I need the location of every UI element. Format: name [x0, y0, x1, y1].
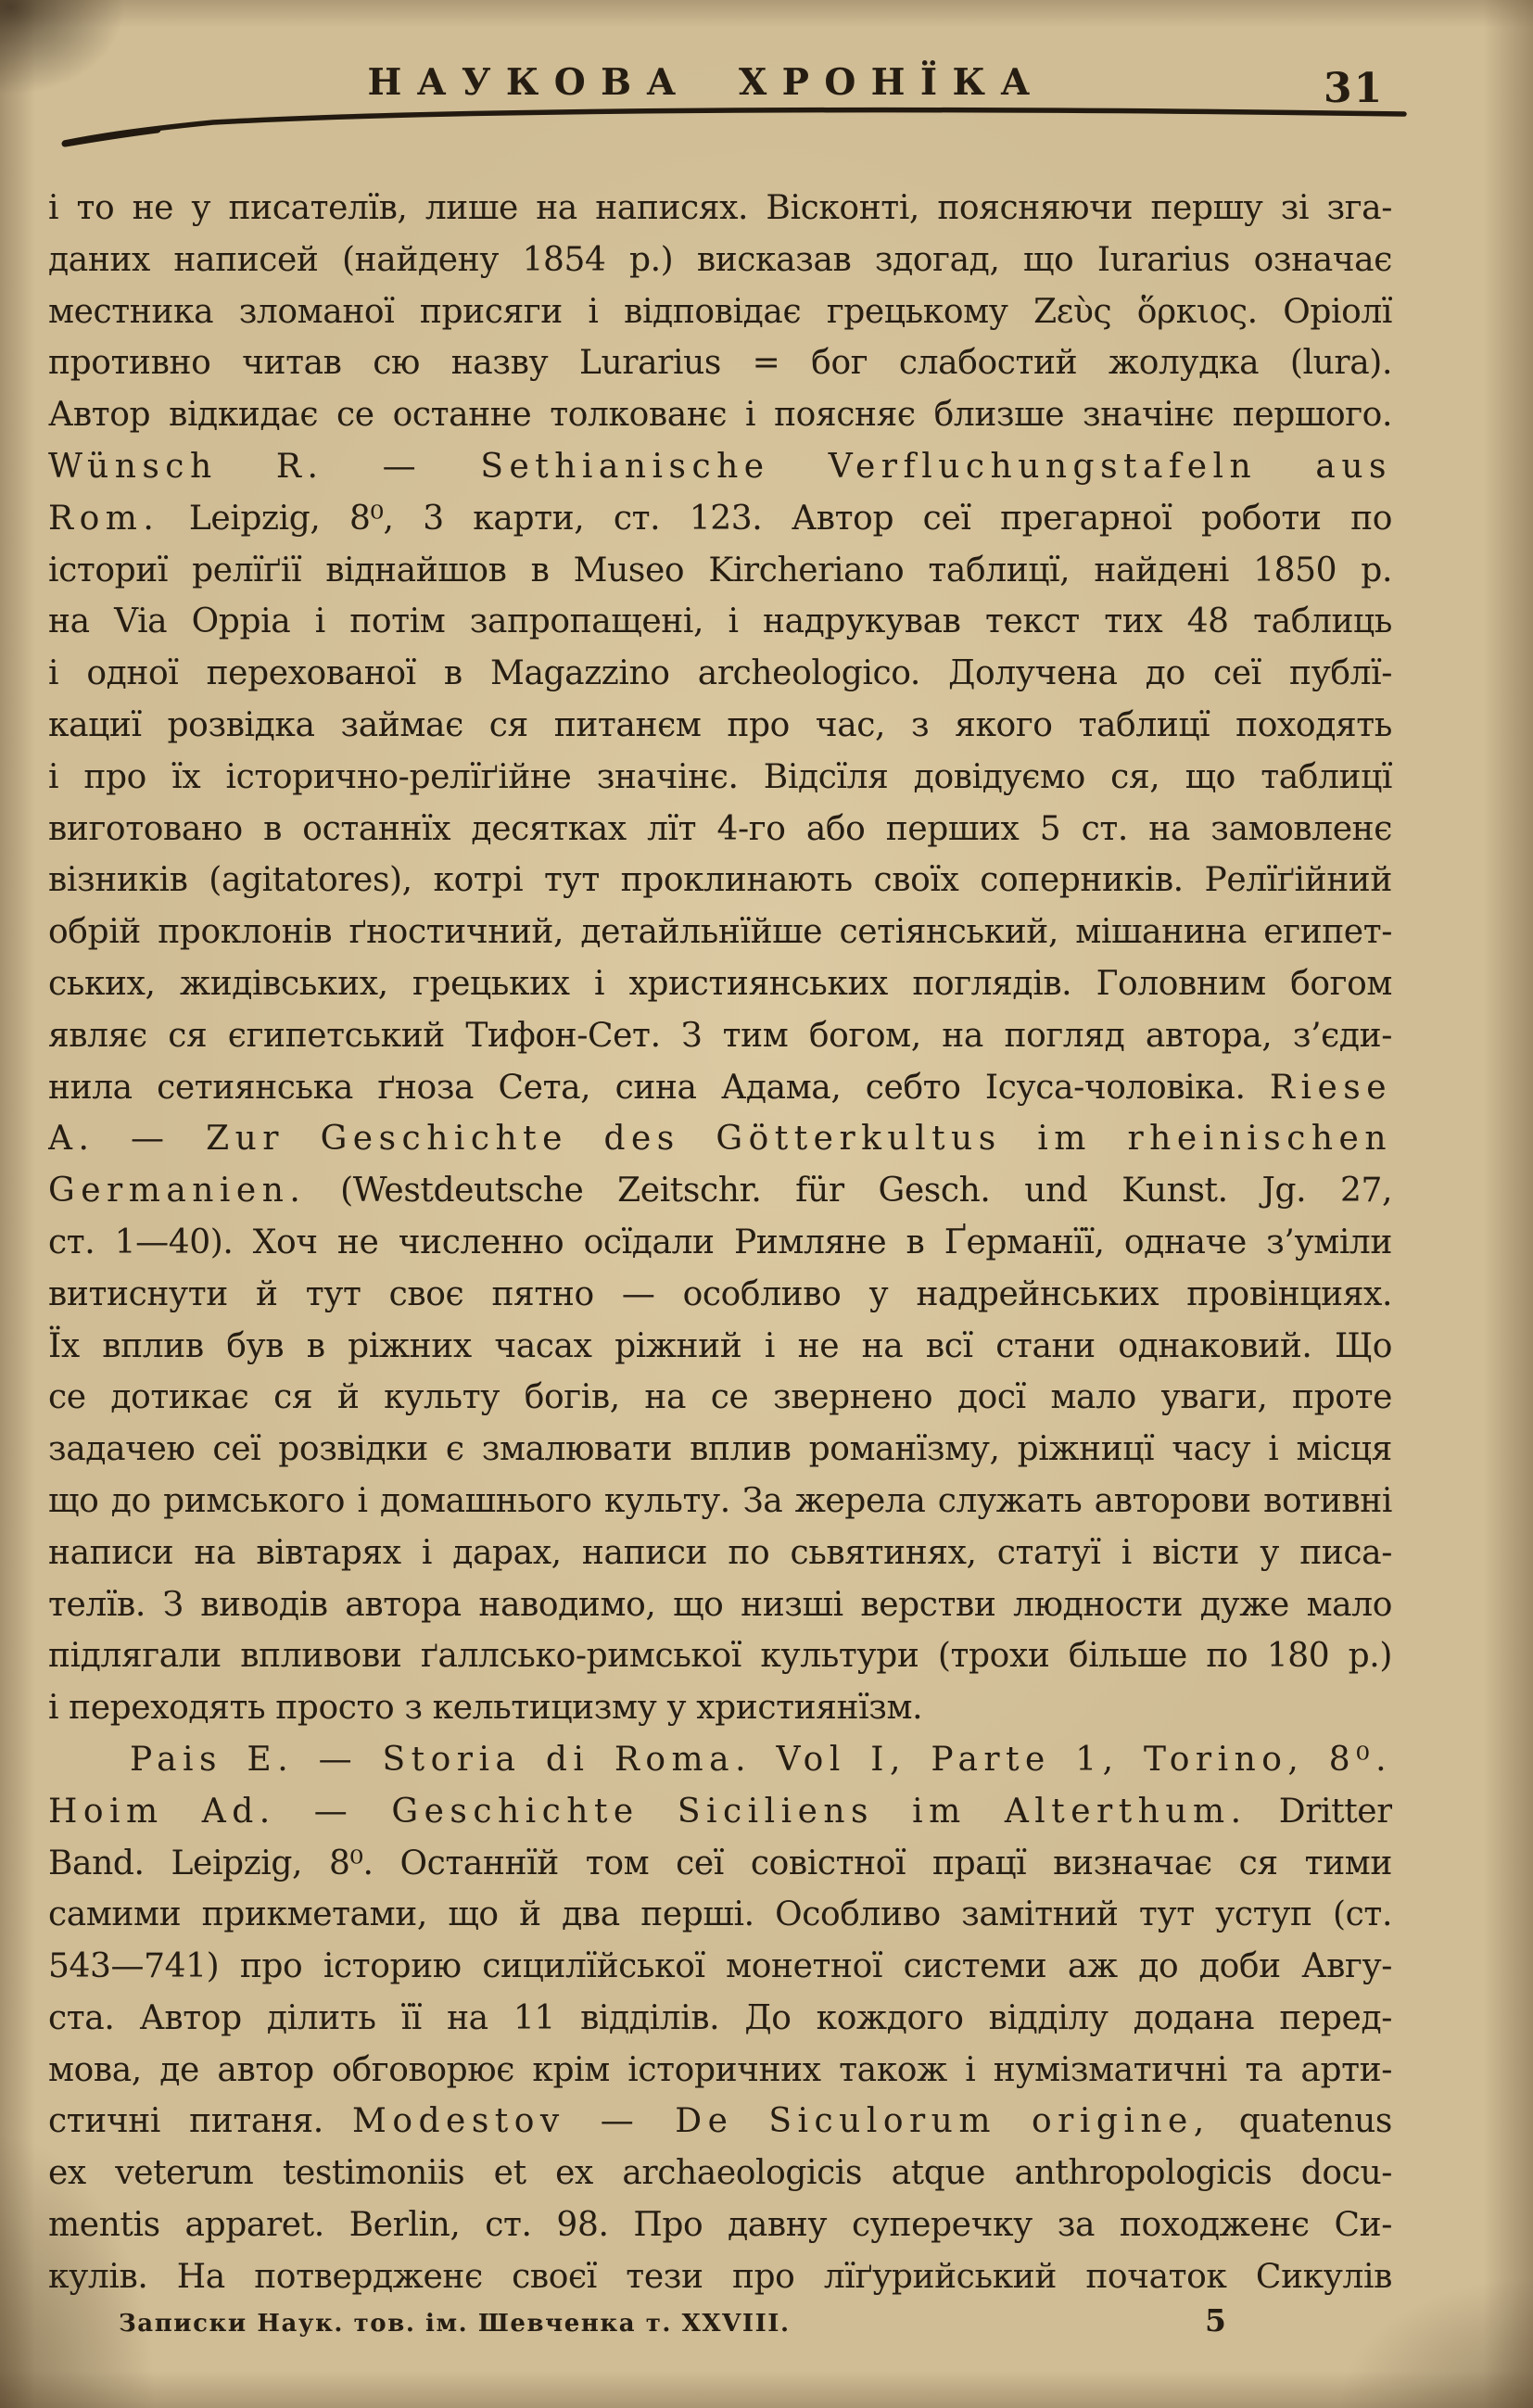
text-line	[48, 1579, 1392, 1631]
text-line	[48, 2148, 1392, 2199]
text-line	[48, 1941, 1392, 1993]
text-segment: кулів. На потвердженє своєї тези про лїґурийський початок Сикулів	[48, 2257, 1392, 2296]
text-line	[48, 183, 1392, 234]
letterspaced-title-segment: Hoim Ad. — Geschichte Siciliens im Alterthum.	[48, 1792, 1248, 1831]
text-segment: істориї релїґії віднайшов в Museo Kircheriano таблицї, найдені 1850 р.	[48, 551, 1392, 589]
text-segment: Їх вплив був в ріжних часах ріжний і не на всї стани однаковий. Що	[48, 1326, 1392, 1365]
text-line	[48, 1838, 1392, 1890]
running-head-title: НАУКОВА ХРОНЇКА	[367, 61, 1045, 104]
text-segment: кациї розвідка займає ся питанєм про час, з якого таблицї походять	[48, 705, 1392, 744]
text-segment: що до римського і домашнього культу. За жерела служать авторови вотивні	[48, 1481, 1392, 1520]
text-segment: мова, де автор обговорює крім історичних також і нумізматичні та арти-	[48, 2050, 1392, 2089]
footer-caption: Записки Наук. тов. ім. Шевченка т. XXVIII.	[119, 2310, 791, 2338]
text-segment: местника зломаної присяги і відповідає грецькому Ζεὺς ὅρκιος. Оріолї	[48, 292, 1392, 331]
text-line	[48, 1993, 1392, 2045]
text-segment: quatenus	[1210, 2102, 1392, 2141]
text-segment: задачею сеї розвідки є змалювати вплив романїзму, ріжницї часу і місця	[48, 1430, 1392, 1469]
text-line	[48, 1682, 1392, 1734]
text-segment: Dritter	[1247, 1792, 1392, 1831]
text-line	[48, 700, 1392, 752]
header-rule	[56, 102, 1427, 158]
text-segment: даних написей (найдену 1854 р.) висказав здогад, що Iurarius означає	[48, 240, 1392, 279]
text-segment: се дотикає ся й культу богів, на се звернено досї мало уваги, проте	[48, 1378, 1392, 1417]
text-segment: ex veterum testimoniis et ex archaeologicis atque anthropologicis docu-	[48, 2154, 1392, 2193]
text-segment: Автор відкидає се останне толкованє і поясняє близше значінє першого.	[48, 396, 1392, 435]
text-segment: підлягали впливови ґаллсько-римської культури (трохи більше по 180 р.)	[48, 1637, 1392, 1676]
text-segment: 543—741) про історию сицилїйської монетної системи аж до доби Авгу-	[48, 1947, 1392, 1986]
text-segment: ських, жидівських, грецьких і християнських поглядів. Головним богом	[48, 964, 1392, 1003]
text-segment: і одної перехованої в Magazzino archeologico. Долучена до сеї публї-	[48, 654, 1392, 693]
text-segment: написи на вівтарях і дарах, написи по сьвятинях, статуї і вісти у писа-	[48, 1533, 1392, 1572]
text-line	[48, 2096, 1392, 2148]
page-number: 31	[1324, 65, 1385, 112]
text-line	[48, 2045, 1392, 2097]
text-segment: обрій проклонів ґностичний, детайльнїйше сетіянський, мішанина египет-	[48, 913, 1392, 952]
text-line	[48, 906, 1392, 958]
text-line	[48, 1372, 1392, 1424]
text-line	[48, 389, 1392, 441]
text-line	[48, 958, 1392, 1010]
text-line	[48, 855, 1392, 906]
text-segment: витиснути й тут своє пятно — особливо у надрейнських провінциях.	[48, 1274, 1392, 1313]
text-segment: Leipzig, 8⁰, 3 карти, ст. 123. Автор сеї прегарної роботи по	[159, 499, 1392, 538]
text-segment: противно читав сю назву Lurarius = бог слабостий жолудка (lura).	[48, 344, 1392, 383]
letterspaced-title-segment: A. — Zur Geschichte des Götterkultus im rheinischen	[48, 1120, 1392, 1159]
text-line	[48, 545, 1392, 597]
letterspaced-title-segment: Riese	[1269, 1068, 1392, 1107]
letterspaced-title-segment: Rom.	[48, 499, 160, 538]
text-line	[48, 234, 1392, 286]
text-line	[48, 1527, 1392, 1579]
text-line	[48, 286, 1392, 338]
signature-number: 5	[1205, 2302, 1226, 2338]
text-line	[48, 1889, 1392, 1941]
text-line	[48, 1269, 1392, 1321]
text-line	[48, 752, 1392, 804]
text-segment: і про їх історично-релїґійне значінє. Відсїля довідуємо ся, що таблицї	[48, 757, 1392, 796]
text-line	[48, 2199, 1392, 2251]
text-segment: на Via Oppia і потім запропащені, і надрукував текст тих 48 таблиць	[48, 602, 1392, 641]
text-segment: Band. Leipzig, 8⁰. Останнїй том сеї совістної працї визначає ся тими	[48, 1844, 1392, 1882]
text-line	[48, 493, 1392, 545]
text-segment: ста. Автор ділить її на 11 відділів. До кождого відділу додана перед-	[48, 1998, 1392, 2037]
text-line	[48, 2251, 1392, 2303]
text-segment: являє ся єгипетський Тифон-Сет. З тим богом, на погляд автора, з’єди-	[48, 1016, 1392, 1055]
letterspaced-title-segment: Pais E. — Storia di Roma. Vol I, Parte 1, Torino, 8⁰.	[130, 1740, 1392, 1779]
text-line	[48, 1113, 1392, 1165]
text-line	[48, 1734, 1392, 1786]
text-line	[48, 1165, 1392, 1217]
text-line	[48, 596, 1392, 648]
letterspaced-title-segment: Germanien.	[48, 1172, 307, 1210]
text-line	[48, 1321, 1392, 1373]
text-line	[48, 648, 1392, 700]
text-segment: виготовано в останнїх десятках лїт 4-го або перших 5 ст. на замовленє	[48, 809, 1392, 848]
letterspaced-title-segment: Modestov — De Siculorum origine,	[352, 2102, 1210, 2141]
text-line	[48, 1010, 1392, 1062]
text-segment: і то не у писателїв, лише на написях. Вісконті, поясняючи першу зі зга-	[48, 189, 1392, 227]
text-segment: візників (agitatores), котрі тут проклинають своїх соперників. Релїґійний	[48, 861, 1392, 900]
text-segment: стичні питаня.	[48, 2102, 353, 2141]
text-line	[48, 1424, 1392, 1476]
text-line	[48, 1630, 1392, 1682]
text-segment: mentis apparet. Berlin, ст. 98. Про давну суперечку за походженє Си-	[48, 2206, 1392, 2245]
text-line	[48, 337, 1392, 389]
text-line	[48, 1217, 1392, 1269]
text-segment: самими прикметами, що й два перші. Особливо замітний тут уступ (ст.	[48, 1895, 1392, 1934]
text-segment: телїв. З виводів автора наводимо, що низші верстви людности дуже мало	[48, 1585, 1392, 1624]
text-line	[48, 804, 1392, 855]
letterspaced-title-segment: Wünsch R. — Sethianische Verfluchungstafeln aus	[48, 447, 1392, 486]
text-line	[48, 441, 1392, 493]
text-line	[48, 1476, 1392, 1527]
body-text-block	[48, 183, 1392, 2303]
text-line	[48, 1786, 1392, 1838]
text-segment: і переходять просто з кельтицизму у християнїзм.	[48, 1689, 923, 1728]
text-line	[48, 1062, 1392, 1114]
text-segment: (Westdeutsche Zeitschr. für Gesch. und Kunst. Jg. 27,	[306, 1172, 1392, 1210]
text-segment: нила сетиянська ґноза Сета, сина Адама, себто Ісуса-чоловіка.	[48, 1068, 1270, 1107]
text-segment: ст. 1—40). Хоч не численно осїдали Римляне в Ґерманїї, одначе з’уміли	[48, 1223, 1392, 1261]
